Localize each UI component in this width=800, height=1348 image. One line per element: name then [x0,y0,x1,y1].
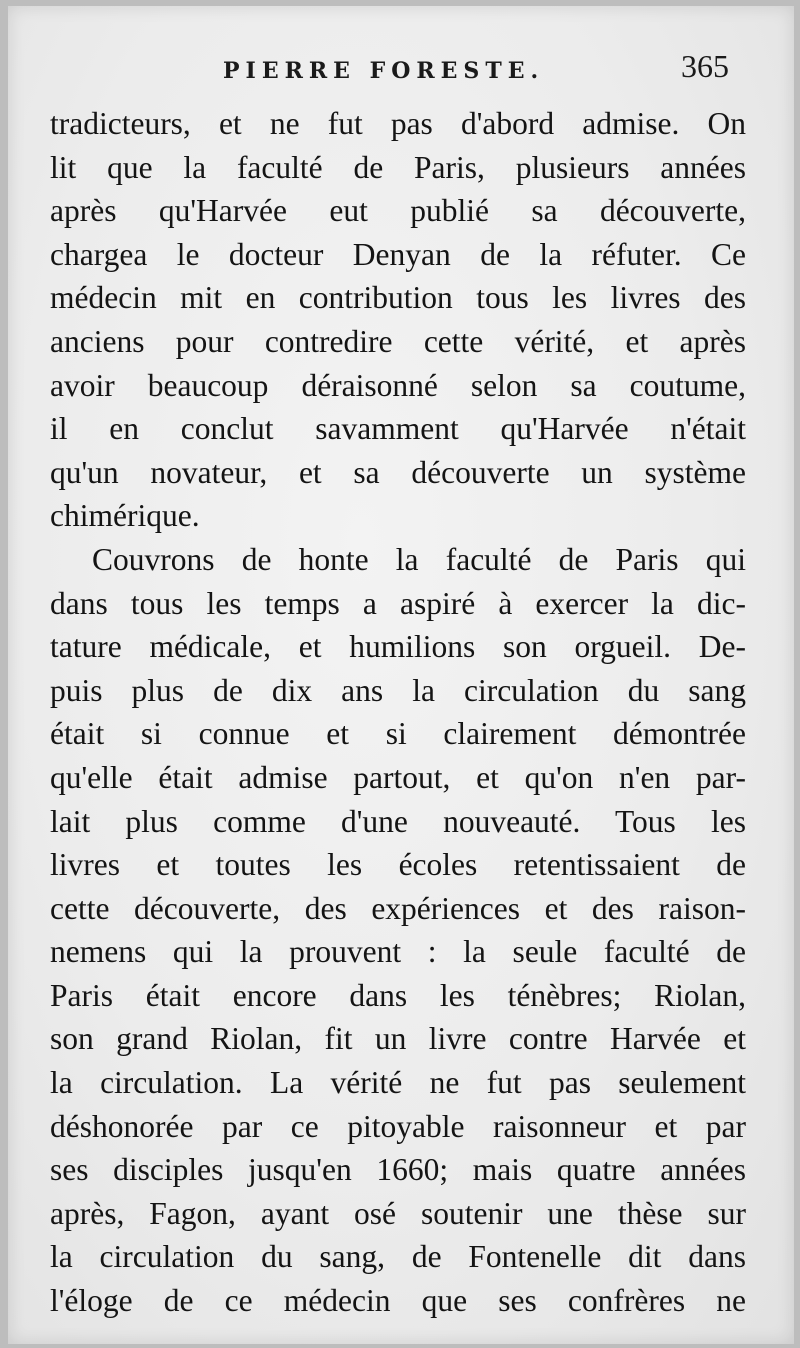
paragraph-2 [50,538,746,1323]
text-line: lit que la faculté de Paris, plusieurs années [50,149,746,185]
text-line: dans tous les temps a aspiré à exercer la dic- [50,585,746,621]
text-line: après qu'Harvée eut publié sa découverte, [50,193,746,229]
text-line: après, Fagon, ayant osé soutenir une thèse sur [50,1195,746,1231]
text-line: chimérique. [50,498,200,534]
text-line: la circulation. La vérité ne fut pas seulement [50,1065,746,1101]
text-line: l'éloge de ce médecin que ses confrères ne [50,1283,746,1319]
text-line: avoir beaucoup déraisonné selon sa coutume, [50,367,746,403]
text-line: Paris était encore dans les ténèbres; Riolan, [50,977,746,1013]
text-line: anciens pour contredire cette vérité, et après [50,323,746,359]
book-page [8,6,794,1344]
paragraph-1 [50,102,746,538]
text-line: était si connue et si clairement démontrée [50,716,746,752]
running-head: PIERRE FORESTE. [223,58,545,84]
text-line: ses disciples jusqu'en 1660; mais quatre années [50,1152,746,1188]
text-line: il en conclut savamment qu'Harvée n'était [50,411,746,447]
text-line: déshonorée par ce pitoyable raisonneur et par [50,1108,746,1144]
text-line: tradicteurs, et ne fut pas d'abord admise. On [50,106,746,141]
text-line: cette découverte, des expériences et des raison- [50,890,746,926]
text-line: son grand Riolan, fit un livre contre Harvée et [50,1021,746,1057]
body-text [50,102,746,1323]
text-line: la circulation du sang, de Fontenelle dit dans [50,1239,746,1275]
page-number: 365 [681,48,729,84]
page-header [8,48,794,92]
text-line: nemens qui la prouvent : la seule faculté de [50,934,746,970]
text-line: tature médicale, et humilions son orgueil. De- [50,629,746,665]
text-line: médecin mit en contribution tous les livres des [50,280,746,316]
text-line: puis plus de dix ans la circulation du sang [50,672,746,708]
text-line: qu'un novateur, et sa découverte un système [50,454,746,490]
text-line: lait plus comme d'une nouveauté. Tous les [50,803,746,839]
text-line: Couvrons de honte la faculté de Paris qui [92,541,746,577]
text-line: livres et toutes les écoles retentissaient de [50,847,746,883]
text-line: qu'elle était admise partout, et qu'on n'en par- [50,759,746,795]
text-line: chargea le docteur Denyan de la réfuter. Ce [50,236,746,272]
